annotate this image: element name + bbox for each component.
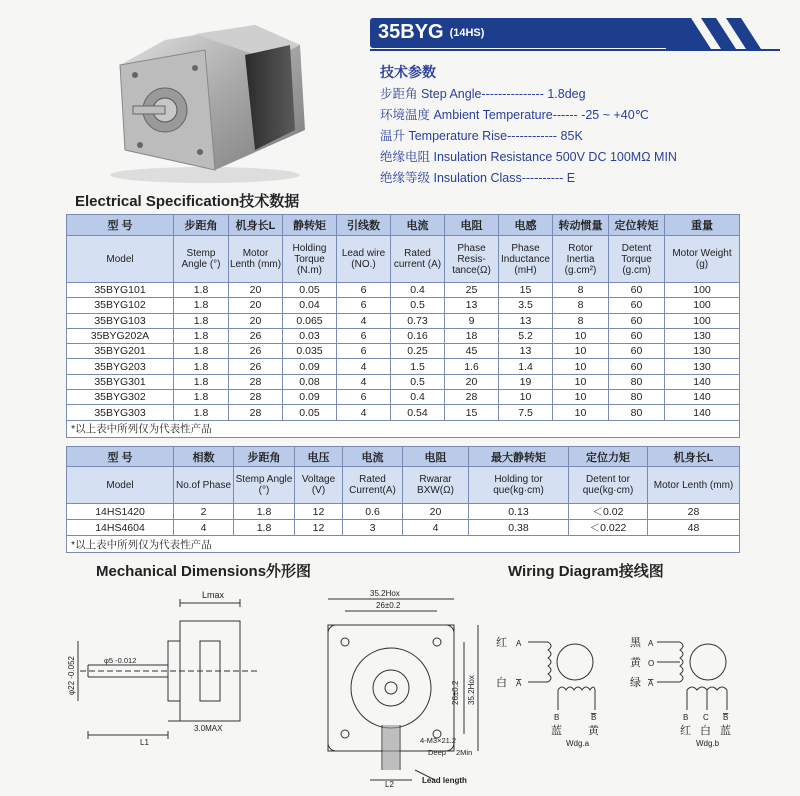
table-cell: 1.8 bbox=[174, 313, 229, 328]
table-cell: 0.08 bbox=[283, 374, 337, 389]
table-cell: 28 bbox=[229, 374, 283, 389]
table-cell: 20 bbox=[229, 283, 283, 298]
table-cell: 0.03 bbox=[283, 328, 337, 343]
table-cell: 1.8 bbox=[174, 374, 229, 389]
table-row bbox=[67, 283, 740, 298]
header-cell: Holding Torque (N.m) bbox=[283, 236, 337, 283]
min-label: 2Min bbox=[456, 748, 473, 757]
table-cell: 35BYG302 bbox=[67, 390, 174, 405]
table-cell: 8 bbox=[553, 313, 609, 328]
l1-label: L1 bbox=[140, 738, 149, 747]
header-cell: Rated current (A) bbox=[391, 236, 445, 283]
header-cell: Motor Lenth (mm) bbox=[229, 236, 283, 283]
table-row bbox=[67, 405, 740, 420]
table-cell: ＜0.022 bbox=[569, 520, 648, 536]
table-header-cn bbox=[67, 215, 740, 236]
table-cell: 6 bbox=[337, 328, 391, 343]
width-holes-label: 26±0.2 bbox=[376, 601, 401, 610]
wire-b-b-label: B bbox=[683, 713, 689, 722]
table-cell: 0.035 bbox=[283, 344, 337, 359]
table-cell: 1.8 bbox=[234, 504, 295, 520]
table-cell: 26 bbox=[229, 328, 283, 343]
table-header-cn bbox=[67, 447, 740, 467]
table-note: *以上表中所列仅为代表性产品 bbox=[67, 420, 740, 437]
table-cell: 0.05 bbox=[283, 405, 337, 420]
wdg-a-label: Wdg.a bbox=[566, 739, 590, 748]
wiring-diagram bbox=[490, 610, 760, 750]
table-cell: 0.4 bbox=[391, 283, 445, 298]
header-cell: 相数 bbox=[174, 447, 234, 467]
width-total-label: 35.2Hox bbox=[370, 589, 400, 598]
header-cell: 步距角 bbox=[174, 215, 229, 236]
table-cell: 1.8 bbox=[174, 328, 229, 343]
table-cell: 28 bbox=[445, 390, 499, 405]
table-row bbox=[67, 359, 740, 374]
table-cell: 28 bbox=[648, 504, 740, 520]
wire-blue-b-label: 蓝 bbox=[720, 725, 731, 737]
table-cell: 140 bbox=[665, 374, 740, 389]
table-cell: 4 bbox=[337, 374, 391, 389]
table-cell: 1.8 bbox=[174, 405, 229, 420]
table-cell: 18 bbox=[445, 328, 499, 343]
wire-a-bar-label: A bbox=[516, 679, 522, 688]
header-cell: 电感 bbox=[499, 215, 553, 236]
wire-green-label: 绿 bbox=[630, 677, 641, 689]
wire-b-a-bar-label: A bbox=[648, 679, 654, 688]
table-cell: 0.73 bbox=[391, 313, 445, 328]
table-cell: 0.6 bbox=[343, 504, 403, 520]
table-cell: 6 bbox=[337, 283, 391, 298]
table-row bbox=[67, 520, 740, 536]
header-cell: 最大静转矩 bbox=[469, 447, 569, 467]
header-cell: Rated Current(A) bbox=[343, 467, 403, 504]
table-cell: 19 bbox=[499, 374, 553, 389]
wire-c-label: C bbox=[703, 713, 709, 722]
table-cell: 4 bbox=[403, 520, 469, 536]
mechanical-dimensions-title: Mechanical Dimensions外形图 bbox=[96, 563, 312, 580]
table-cell: 35BYG101 bbox=[67, 283, 174, 298]
wire-white-b-label: 白 bbox=[700, 725, 711, 737]
header-cell: Detent Torque (g.cm) bbox=[609, 236, 665, 283]
table-row bbox=[67, 344, 740, 359]
table-cell: 140 bbox=[665, 390, 740, 405]
table-cell: 10 bbox=[499, 390, 553, 405]
header-cell: Model bbox=[67, 467, 174, 504]
header-cell: 重量 bbox=[665, 215, 740, 236]
header-cell: Phase Resis-tance(Ω) bbox=[445, 236, 499, 283]
table-cell: 12 bbox=[295, 504, 343, 520]
header-cell: 型 号 bbox=[67, 215, 174, 236]
screw-label: 4-M3×21.2 bbox=[420, 736, 457, 745]
table-cell: 9 bbox=[445, 313, 499, 328]
table-cell: 6 bbox=[337, 390, 391, 405]
table-row bbox=[67, 313, 740, 328]
lead-length-label: Lead length bbox=[422, 776, 467, 785]
table-cell: 12 bbox=[295, 520, 343, 536]
header-cell: Rwarar BXW(Ω) bbox=[403, 467, 469, 504]
wdg-b-label: Wdg.b bbox=[696, 739, 720, 748]
motor-photo bbox=[95, 20, 310, 185]
header-cell: Motor Lenth (mm) bbox=[648, 467, 740, 504]
table-cell: 1.8 bbox=[174, 390, 229, 405]
table-cell: 1.8 bbox=[174, 359, 229, 374]
table-cell: 1.8 bbox=[234, 520, 295, 536]
banner-subtitle: (14HS) bbox=[449, 26, 485, 39]
table-row bbox=[67, 374, 740, 389]
table-cell: 6 bbox=[337, 298, 391, 313]
table-cell: 0.05 bbox=[283, 283, 337, 298]
table-cell: 60 bbox=[609, 328, 665, 343]
max-3-label: 3.0MAX bbox=[194, 724, 223, 733]
table-cell: 20 bbox=[229, 298, 283, 313]
table-cell: 0.16 bbox=[391, 328, 445, 343]
table-cell: 1.8 bbox=[174, 283, 229, 298]
model-banner bbox=[370, 18, 780, 52]
table-cell: 3.5 bbox=[499, 298, 553, 313]
height-holes-label: 26±0.2 bbox=[451, 680, 460, 705]
table-cell: 80 bbox=[609, 374, 665, 389]
shaft-diameter-label: φ5 -0.012 bbox=[104, 656, 137, 665]
table-cell: 4 bbox=[337, 405, 391, 420]
deep-label: Deep bbox=[428, 748, 446, 757]
table-cell: 7.5 bbox=[499, 405, 553, 420]
table-cell: 100 bbox=[665, 298, 740, 313]
table-cell: 0.09 bbox=[283, 390, 337, 405]
header-cell: 静转矩 bbox=[283, 215, 337, 236]
header-cell: 机身长L bbox=[229, 215, 283, 236]
table-row bbox=[67, 504, 740, 520]
table-cell: 0.04 bbox=[283, 298, 337, 313]
table-cell: 60 bbox=[609, 283, 665, 298]
table-cell: 10 bbox=[553, 328, 609, 343]
param-temp-rise: 温升 Temperature Rise------------ 85K bbox=[380, 129, 583, 143]
header-cell: Stemp Angle (°) bbox=[234, 467, 295, 504]
wire-o-label: O bbox=[648, 659, 655, 668]
header-cell: Phase Inductance (mH) bbox=[499, 236, 553, 283]
table-cell: 0.54 bbox=[391, 405, 445, 420]
header-cell: Model bbox=[67, 236, 174, 283]
table-cell: 5.2 bbox=[499, 328, 553, 343]
wire-white-label: 白 bbox=[496, 677, 507, 689]
table-cell: 48 bbox=[648, 520, 740, 536]
table-cell: 8 bbox=[553, 298, 609, 313]
mechanical-drawing bbox=[60, 585, 490, 790]
table-cell: 35BYG301 bbox=[67, 374, 174, 389]
table-cell: 80 bbox=[609, 390, 665, 405]
table-cell: 13 bbox=[499, 344, 553, 359]
table-cell: 130 bbox=[665, 328, 740, 343]
hs-spec-table bbox=[66, 446, 740, 553]
table-cell: 28 bbox=[229, 390, 283, 405]
table-cell: 35BYG202A bbox=[67, 328, 174, 343]
header-cell: Detent tor que(kg·cm) bbox=[569, 467, 648, 504]
table-row bbox=[67, 298, 740, 313]
table-cell: 15 bbox=[445, 405, 499, 420]
table-cell: 26 bbox=[229, 359, 283, 374]
table-cell: 4 bbox=[337, 313, 391, 328]
table-cell: 1.6 bbox=[445, 359, 499, 374]
table-cell: 35BYG201 bbox=[67, 344, 174, 359]
table-cell: 20 bbox=[229, 313, 283, 328]
param-step-angle: 步距角 Step Angle--------------- 1.8deg bbox=[380, 87, 586, 101]
wire-red-b-label: 红 bbox=[680, 725, 691, 737]
table-cell: 60 bbox=[609, 298, 665, 313]
params-title: 技术参数 bbox=[380, 64, 436, 80]
technical-parameters bbox=[380, 62, 780, 189]
boss-diameter-label: φ22 -0.052 bbox=[67, 656, 76, 695]
table-cell: 10 bbox=[553, 359, 609, 374]
wire-black-label: 黑 bbox=[630, 637, 641, 649]
table-cell: 60 bbox=[609, 344, 665, 359]
header-cell: Motor Weight (g) bbox=[665, 236, 740, 283]
table-note: *以上表中所列仅为代表性产品 bbox=[67, 536, 740, 553]
table-cell: 100 bbox=[665, 283, 740, 298]
header-cell: 电流 bbox=[343, 447, 403, 467]
header-cell: 型 号 bbox=[67, 447, 174, 467]
header-cell: Holding tor que(kg·cm) bbox=[469, 467, 569, 504]
table-row bbox=[67, 328, 740, 343]
table-cell: 0.5 bbox=[391, 374, 445, 389]
table-cell: 2 bbox=[174, 504, 234, 520]
table-cell: 35BYG303 bbox=[67, 405, 174, 420]
header-cell: 定位力矩 bbox=[569, 447, 648, 467]
table-cell: 28 bbox=[229, 405, 283, 420]
wire-red-label: 红 bbox=[496, 637, 507, 649]
header-cell: 定位转矩 bbox=[609, 215, 665, 236]
param-insulation-resistance: 绝缘电阻 Insulation Resistance 500V DC 100MΩ MIN bbox=[380, 150, 677, 164]
table-cell: 0.09 bbox=[283, 359, 337, 374]
table-cell: 20 bbox=[403, 504, 469, 520]
header-cell: Rotor Inertia (g.cm²) bbox=[553, 236, 609, 283]
header-cell: 机身长L bbox=[648, 447, 740, 467]
table-cell: 10 bbox=[553, 405, 609, 420]
wire-b-bar-label: B bbox=[591, 713, 597, 722]
wire-b-a-label: A bbox=[648, 639, 654, 648]
height-total-label: 35.2Hox bbox=[467, 675, 476, 705]
table-cell: 35BYG203 bbox=[67, 359, 174, 374]
header-cell: Voltage (V) bbox=[295, 467, 343, 504]
table-cell: 0.065 bbox=[283, 313, 337, 328]
table-cell: 35BYG102 bbox=[67, 298, 174, 313]
table-cell: 1.8 bbox=[174, 344, 229, 359]
wire-b-label: B bbox=[554, 713, 560, 722]
table-cell: 45 bbox=[445, 344, 499, 359]
table-cell: 13 bbox=[499, 313, 553, 328]
table-cell: 13 bbox=[445, 298, 499, 313]
electrical-spec-table bbox=[66, 214, 740, 438]
header-cell: 电阻 bbox=[445, 215, 499, 236]
header-cell: 电流 bbox=[391, 215, 445, 236]
table-cell: 60 bbox=[609, 313, 665, 328]
wire-blue-label: 蓝 bbox=[551, 725, 562, 737]
table-cell: 10 bbox=[553, 390, 609, 405]
table-cell: 100 bbox=[665, 313, 740, 328]
hs-spec-rows bbox=[67, 504, 740, 536]
wiring-diagram-title: Wiring Diagram接线图 bbox=[508, 563, 664, 580]
table-cell: 1.4 bbox=[499, 359, 553, 374]
wire-b-b-bar-label: B bbox=[723, 713, 729, 722]
wire-yellow-b-label: 黄 bbox=[630, 657, 641, 669]
table-cell: 15 bbox=[499, 283, 553, 298]
l2-label: L2 bbox=[385, 780, 394, 789]
header-cell: 电阻 bbox=[403, 447, 469, 467]
table-cell: 0.13 bbox=[469, 504, 569, 520]
table-cell: 10 bbox=[553, 374, 609, 389]
table-cell: 4 bbox=[337, 359, 391, 374]
table-cell: 0.38 bbox=[469, 520, 569, 536]
header-cell: 转动惯量 bbox=[553, 215, 609, 236]
table-cell: 0.25 bbox=[391, 344, 445, 359]
electrical-spec-rows bbox=[67, 283, 740, 421]
table-cell: 1.8 bbox=[174, 298, 229, 313]
table-cell: 130 bbox=[665, 359, 740, 374]
table-cell: 80 bbox=[609, 405, 665, 420]
header-cell: Lead wire (NO.) bbox=[337, 236, 391, 283]
table-cell: 20 bbox=[445, 374, 499, 389]
table-cell: 0.4 bbox=[391, 390, 445, 405]
header-cell: 步距角 bbox=[234, 447, 295, 467]
banner-title: 35BYG (14HS) bbox=[378, 21, 485, 43]
param-ambient-temp: 环境温度 Ambient Temperature------ -25 ~ +40℃ bbox=[380, 108, 649, 122]
table-cell: 26 bbox=[229, 344, 283, 359]
table-cell: 14HS1420 bbox=[67, 504, 174, 520]
header-cell: 引线数 bbox=[337, 215, 391, 236]
table-row bbox=[67, 390, 740, 405]
header-cell: Stemp Angle (°) bbox=[174, 236, 229, 283]
table-cell: 6 bbox=[337, 344, 391, 359]
table-cell: 60 bbox=[609, 359, 665, 374]
table-cell: 1.5 bbox=[391, 359, 445, 374]
electrical-spec-title: Electrical Specification技术数据 bbox=[75, 193, 300, 210]
table-cell: ＜0.02 bbox=[569, 504, 648, 520]
table-cell: 4 bbox=[174, 520, 234, 536]
table-cell: 14HS4604 bbox=[67, 520, 174, 536]
table-cell: 140 bbox=[665, 405, 740, 420]
table-header-en bbox=[67, 236, 740, 283]
table-cell: 0.5 bbox=[391, 298, 445, 313]
param-insulation-class: 绝缘等级 Insulation Class---------- E bbox=[380, 171, 576, 185]
wire-a-label: A bbox=[516, 639, 522, 648]
table-cell: 3 bbox=[343, 520, 403, 536]
lmax-label: Lmax bbox=[202, 590, 225, 600]
table-cell: 130 bbox=[665, 344, 740, 359]
header-cell: 电压 bbox=[295, 447, 343, 467]
header-cell: No.of Phase bbox=[174, 467, 234, 504]
table-cell: 25 bbox=[445, 283, 499, 298]
table-cell: 10 bbox=[553, 344, 609, 359]
wire-yellow-label: 黄 bbox=[588, 725, 599, 737]
table-cell: 8 bbox=[553, 283, 609, 298]
table-cell: 35BYG103 bbox=[67, 313, 174, 328]
table-header-en bbox=[67, 467, 740, 504]
